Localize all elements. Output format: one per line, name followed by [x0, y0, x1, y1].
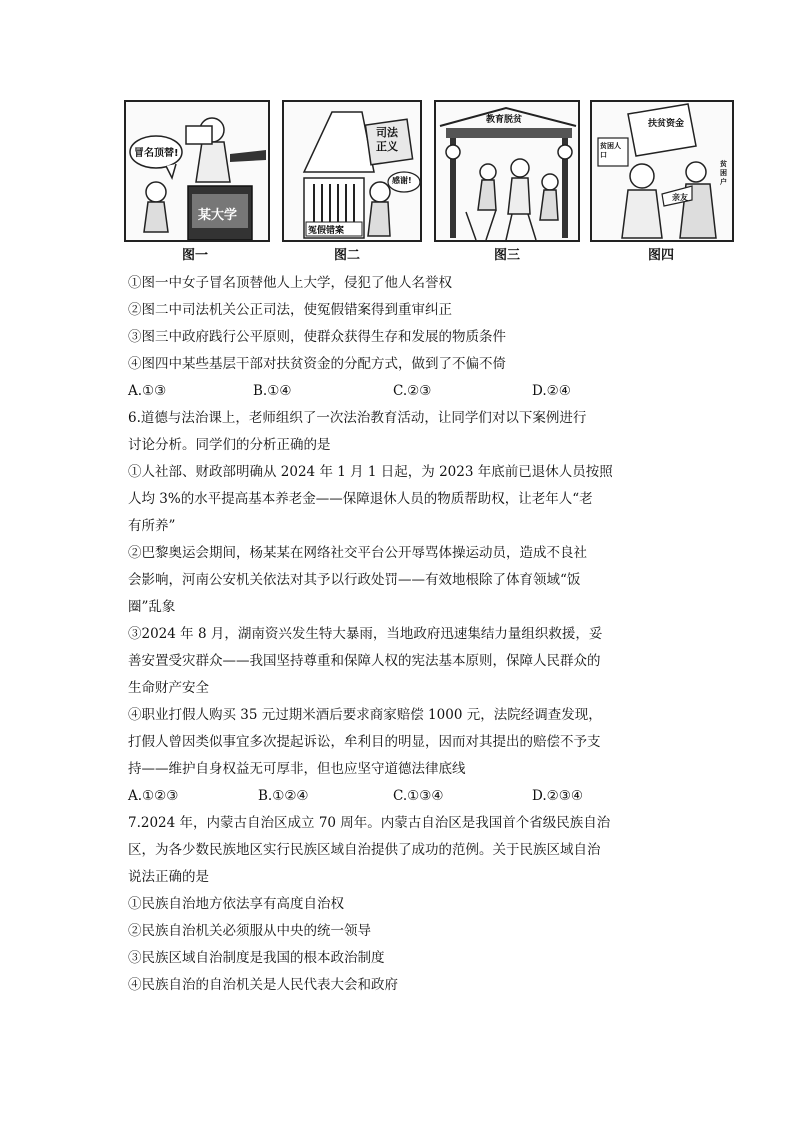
q6-stem-line-1: 6.道德与法治课上，老师组织了一次法治教育活动，让同学们对以下案例进行	[128, 410, 587, 426]
q7-stem-line-2: 区，为各少数民族地区实行民族区域自治提供了成功的范例。关于民族区域自治	[128, 842, 601, 858]
q5-item-1: ①图一中女子冒名顶替他人上大学，侵犯了他人名誉权	[128, 275, 452, 291]
figure-4-side-text: 贫困户	[720, 160, 727, 186]
q6-item-4	[128, 702, 628, 783]
figure-3-cartoon	[434, 100, 580, 242]
q5-option-a[interactable]: A.①③	[128, 383, 167, 399]
figure-3-caption: 图三	[493, 248, 520, 263]
figure-4-label-text: 贫困人口	[600, 142, 621, 159]
question-content	[128, 270, 628, 999]
figure-1-caption: 图一	[181, 248, 208, 263]
q6-item-4-line-1: ④职业打假人购买 35 元过期米酒后要求商家赔偿 1000 元，法院经调查发现，	[128, 707, 602, 723]
q7-items	[128, 891, 628, 999]
q5-items	[128, 270, 628, 378]
q6-item-2-line-2: 会影响，河南公安机关依法对其予以行政处罚——有效地根除了体育领域“饭	[128, 572, 581, 588]
q5-options	[128, 378, 628, 405]
figure-2-cartoon	[282, 100, 422, 242]
figure-2-board-text: 冤假错案	[308, 226, 345, 236]
q6-item-2-line-1: ②巴黎奥运会期间，杨某某在网络社交平台公开辱骂体操运动员，造成不良社	[128, 545, 587, 561]
q6-item-1-line-2: 人均 3%的水平提高基本养老金——保障退休人员的物质帮助权，让老年人“老	[128, 491, 593, 507]
q6-item-3-line-1: ③2024 年 8 月，湖南资兴发生特大暴雨，当地政府迅速集结力量组织救援，妥	[128, 626, 603, 642]
q7-stem	[128, 810, 628, 891]
figure-1-cartoon	[124, 100, 270, 242]
q7-stem-line-1: 7.2024 年，内蒙古自治区成立 70 周年。内蒙古自治区是我国首个省级民族自治	[128, 815, 611, 831]
q6-stem	[128, 405, 628, 459]
figure-4-arm-text: 亲友	[672, 193, 688, 202]
q6-options	[128, 783, 628, 810]
q6-option-a[interactable]: A.①②③	[128, 788, 179, 804]
q5-option-c[interactable]: C.②③	[393, 383, 432, 399]
figure-row	[124, 100, 727, 265]
q5-item-3: ③图三中政府践行公平原则，使群众获得生存和发展的物质条件	[128, 329, 506, 345]
q5-item-4: ④图四中某些基层干部对扶贫资金的分配方式，做到了不偏不倚	[128, 356, 506, 372]
figure-1-bubble-text: 冒名顶替!	[134, 148, 179, 159]
q6-item-1-line-3: 有所养”	[128, 518, 176, 534]
q6-option-b[interactable]: B.①②④	[258, 788, 309, 804]
q6-item-3	[128, 621, 628, 702]
figure-4-sack-text: 扶贫资金	[648, 119, 685, 129]
q6-item-4-line-3: 持——维护自身权益无可厚非，但也应坚守道德法律底线	[128, 761, 466, 777]
q5-item-2: ②图二中司法机关公正司法，使冤假错案得到重审纠正	[128, 302, 452, 318]
q5-option-d[interactable]: D.②④	[532, 383, 571, 399]
figure-4-caption: 图四	[647, 248, 674, 263]
figure-4-cartoon	[590, 100, 734, 242]
q6-option-c[interactable]: C.①③④	[393, 788, 444, 804]
q6-item-1	[128, 459, 628, 540]
q7-item-1: ①民族自治地方依法享有高度自治权	[128, 896, 344, 912]
q7-item-2: ②民族自治机关必须服从中央的统一领导	[128, 923, 371, 939]
q5-option-b[interactable]: B.①④	[253, 383, 292, 399]
figure-2-bubble-text: 感谢!	[392, 176, 412, 185]
q6-item-2	[128, 540, 628, 621]
figure-2-caption: 图二	[333, 248, 360, 263]
q6-item-1-line-1: ①人社部、财政部明确从 2024 年 1 月 1 日起，为 2023 年底前已退休人员按照	[128, 464, 613, 480]
figure-2-flag-text: 司法正义	[376, 126, 398, 153]
figure-1-sign-text: 某大学	[198, 208, 238, 223]
q6-stem-line-2: 讨论分析。同学们的分析正确的是	[128, 437, 331, 453]
q6-item-4-line-2: 打假人曾因类似事宜多次提起诉讼，牟利目的明显，因而对其提出的赔偿不予支	[128, 734, 601, 750]
q6-item-2-line-3: 圈”乱象	[128, 599, 176, 615]
figure-3-sign-text: 教育脱贫	[486, 115, 523, 125]
q7-stem-line-3: 说法正确的是	[128, 869, 209, 885]
q6-item-3-line-2: 善安置受灾群众——我国坚持尊重和保障人权的宪法基本原则，保障人民群众的	[128, 653, 601, 669]
q6-item-3-line-3: 生命财产安全	[128, 680, 209, 696]
q6-option-d[interactable]: D.②③④	[532, 788, 583, 804]
q7-item-4: ④民族自治的自治机关是人民代表大会和政府	[128, 977, 398, 993]
q7-item-3: ③民族区域自治制度是我国的根本政治制度	[128, 950, 385, 966]
